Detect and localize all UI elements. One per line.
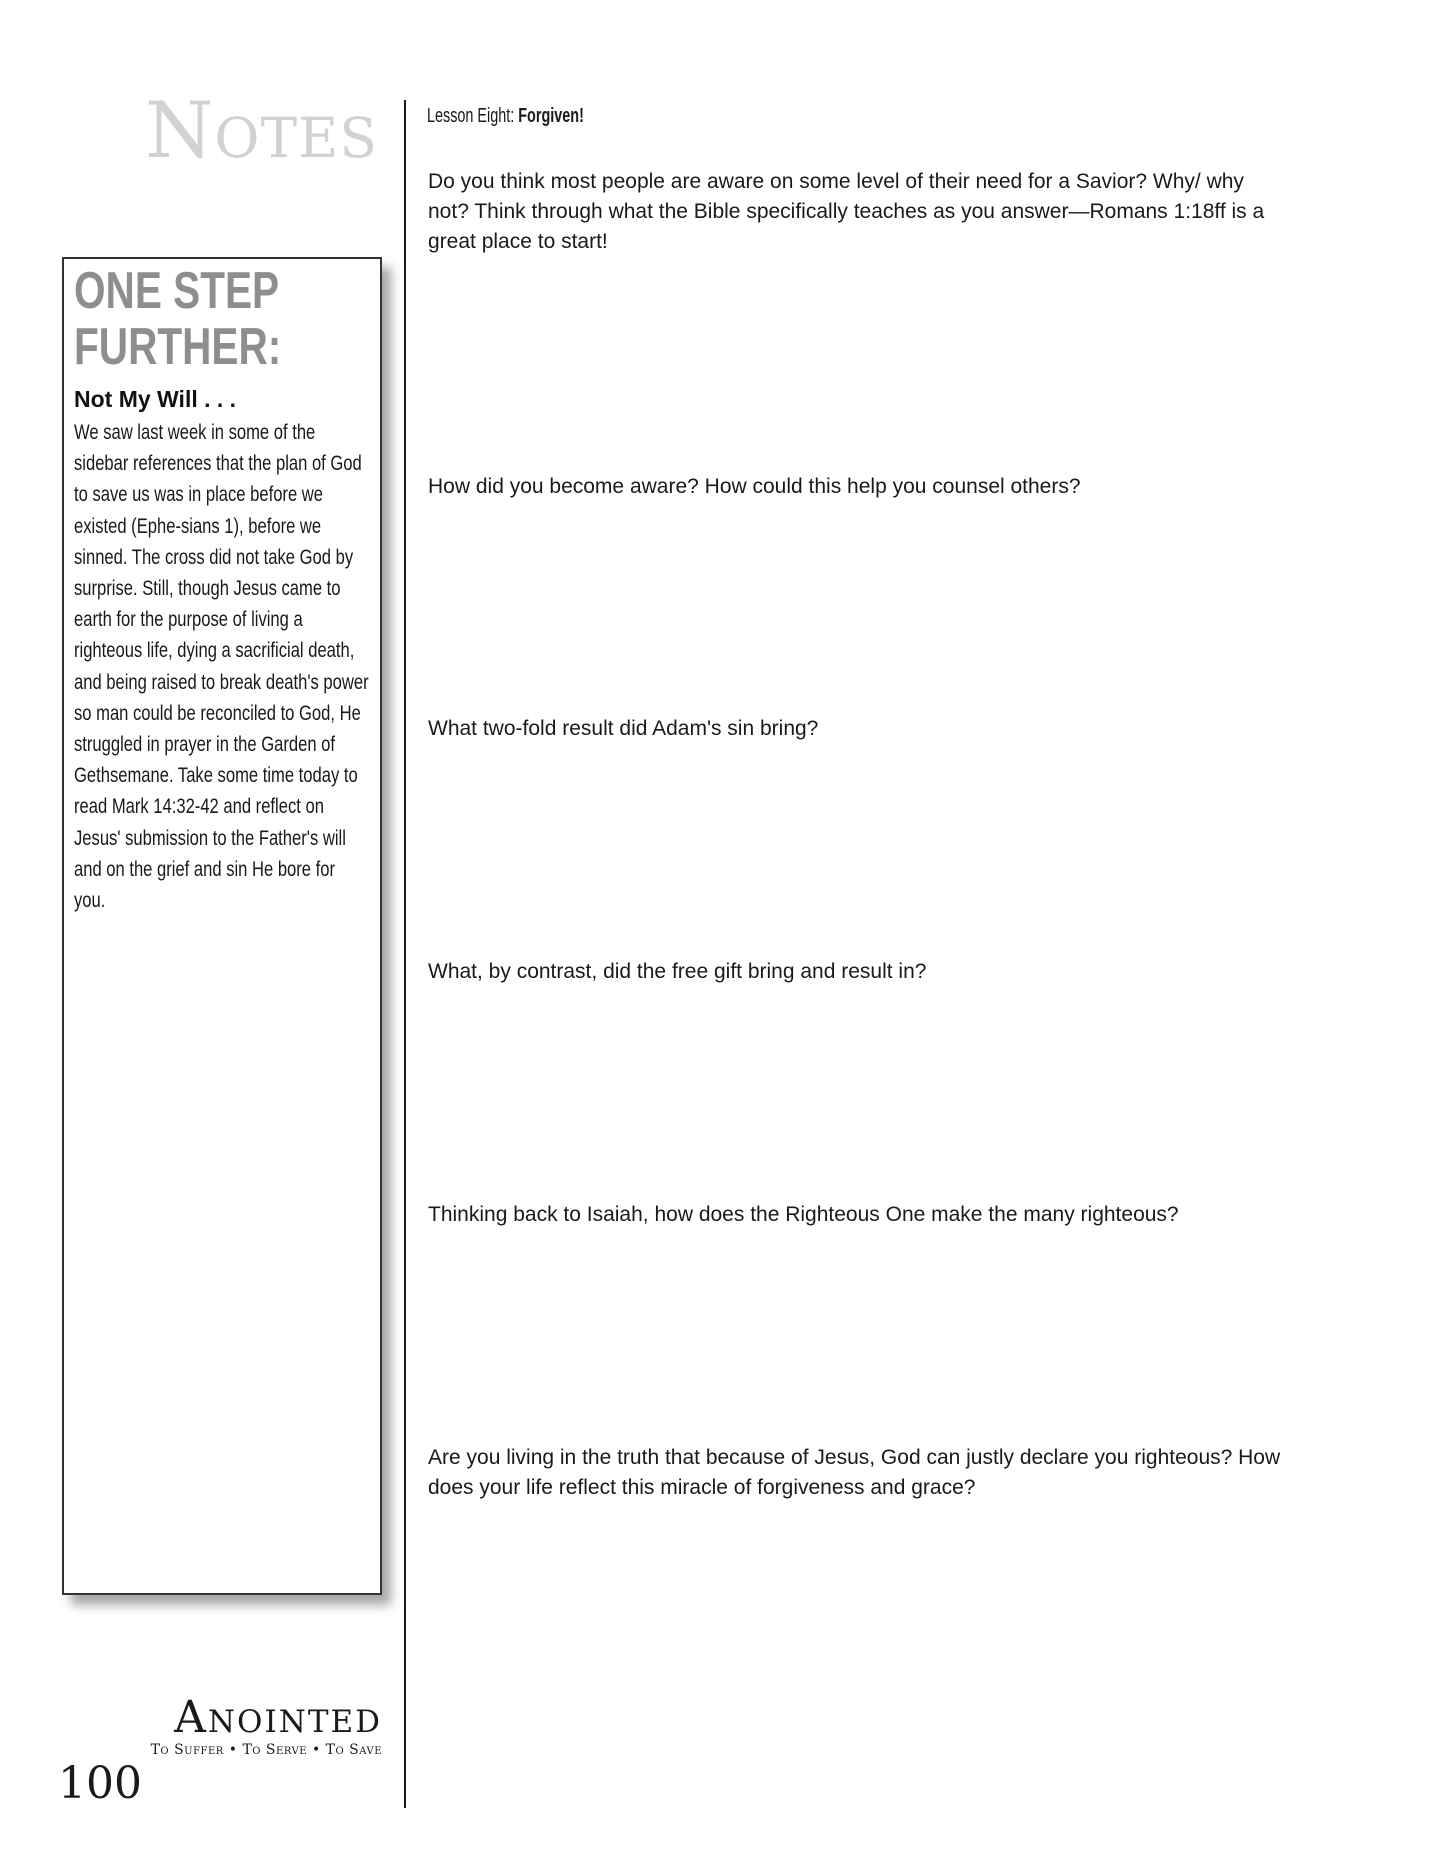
question-6: Are you living in the truth that because of Jesus, God can justly declare you righteous? How does your life reflect this miracle of forgiveness and grace? [428, 1446, 1281, 1499]
book-logo [100, 1692, 382, 1759]
lesson-header [427, 104, 584, 128]
column-divider [404, 100, 406, 1808]
question-2: How did you become aware? How could this help you counsel others? [428, 475, 1081, 498]
question-5: Thinking back to Isaiah, how does the Righteous One make the many righteous? [428, 1203, 1179, 1226]
one-step-further-sidebar [62, 257, 382, 1595]
page-number: 100 [58, 1758, 142, 1809]
lesson-title: Forgiven! [518, 105, 584, 127]
lesson-prefix: Lesson Eight: [427, 105, 519, 127]
sidebar-heading [74, 263, 308, 375]
sidebar-body-text: We saw last week in some of the sidebar references that the plan of God to save us was in place before we existed (Ephe-sians 1), before we sinned. The cross did not take God by surprise. Still, though Jesus came to earth for the purpose of living a righteous life, dying a sacrificial death, and being raised to break death's power so man could be reconciled to God, He struggled in prayer in the Garden of Gethsemane. Take some time today to read Mark 14:32-42 and reflect on Jesus' submission to the Father's will and on the grief and sin He bore for you. [74, 421, 369, 913]
sidebar-heading-line1: ONE STEP [74, 262, 280, 320]
question-3: What two-fold result did Adam's sin bring? [428, 717, 819, 740]
notes-heading: Notes [145, 86, 378, 176]
question-1: Do you think most people are aware on some level of their need for a Savior? Why/ why not? Think through what the Bible specifically teaches as you answer—Romans 1:18ff is a great place to start! [428, 170, 1265, 253]
book-tagline: To Suffer • To Serve • To Save [150, 1742, 382, 1758]
sidebar-heading-line2: FURTHER: [74, 318, 282, 376]
sidebar-subheading: Not My Will . . . [74, 386, 237, 412]
question-4: What, by contrast, did the free gift bring and result in? [428, 960, 927, 983]
book-title: Anointed [174, 1692, 382, 1743]
